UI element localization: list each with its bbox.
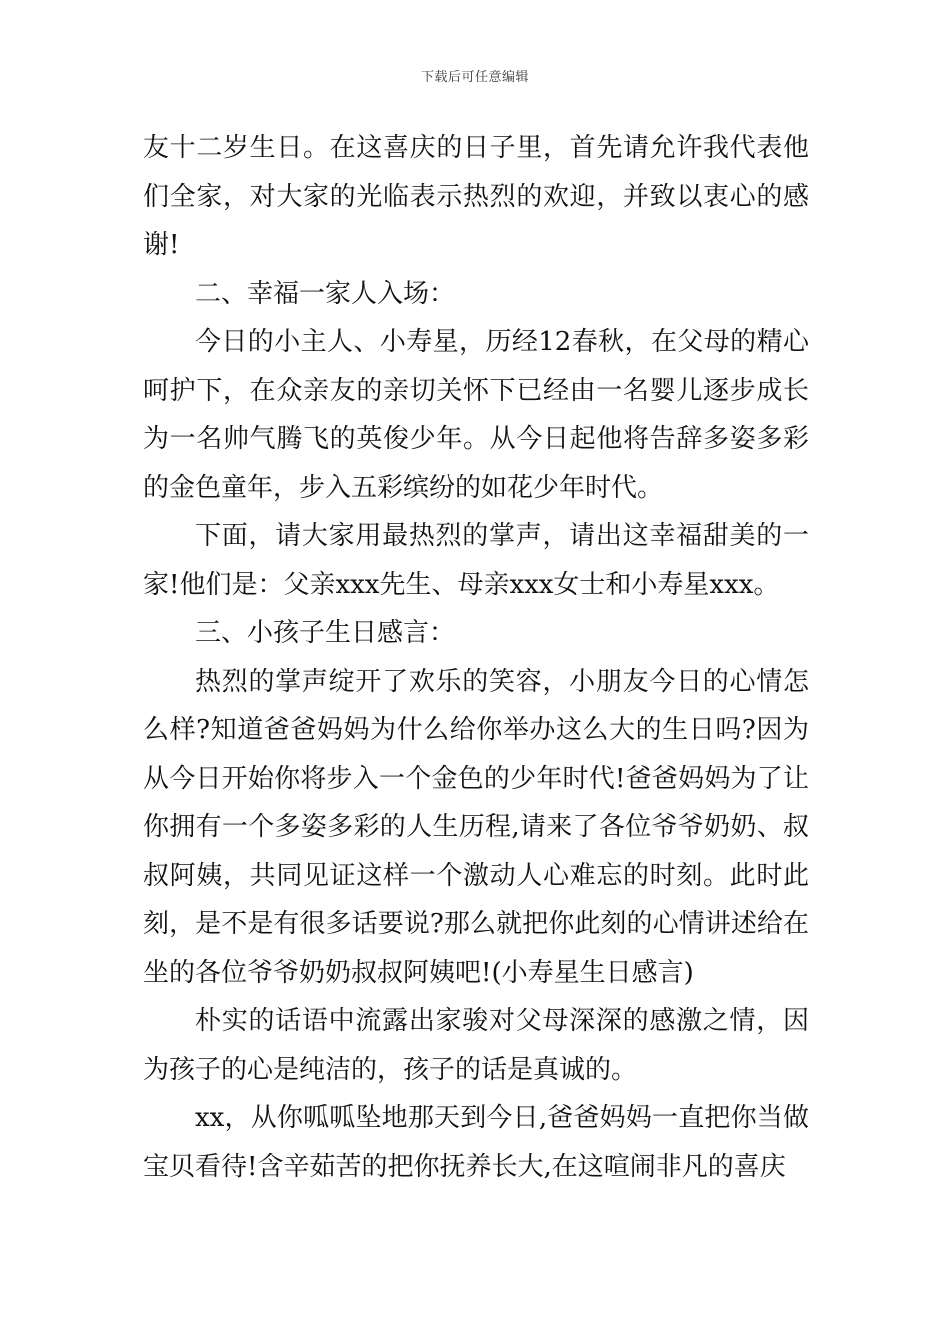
paragraph-parents-care: xx，从你呱呱坠地那天到今日,爸爸妈妈一直把你当做宝贝看待!含辛茹苦的把你抚养长大,在这喧闹非凡的喜庆	[143, 1103, 809, 1182]
document-body	[143, 124, 809, 1191]
section-heading-family-entrance: 二、幸福一家人入场：	[195, 278, 456, 309]
paragraph-applause: 热烈的掌声绽开了欢乐的笑容，小朋友今日的心情怎么样?知道爸爸妈妈为什么给你举办这么大的生日吗?因为从今日开始你将步入一个金色的少年时代!爸爸妈妈为了让你拥有一个多姿多彩的人生历程,请来了各位爷爷奶奶、叔叔阿姨，共同见证这样一个激动人心难忘的时刻。此时此刻，是不是有很多话要说?那么就把你此刻的心情讲述给在坐的各位爷爷奶奶叔叔阿姨吧!(小寿星生日感言)	[143, 666, 809, 988]
paragraph-sincere-words: 朴实的话语中流露出家骏对父母深深的感激之情，因为孩子的心是纯洁的，孩子的话是真诚的。	[143, 1006, 809, 1085]
page-header-note: 下载后可任意编辑	[420, 70, 529, 85]
paragraph-invite-family: 下面，请大家用最热烈的掌声，请出这幸福甜美的一家!他们是：父亲xxx先生、母亲xxx女士和小寿星xxx。	[143, 521, 809, 600]
paragraph-birthday-star: 今日的小主人、小寿星，历经12春秋，在父母的精心呵护下，在众亲友的亲切关怀下已经由一名婴儿逐步成长为一名帅气腾飞的英俊少年。从今日起他将告辞多姿多彩的金色童年，步入五彩缤纷的如花少年时代。	[143, 327, 809, 503]
paragraph-opening-thanks: 友十二岁生日。在这喜庆的日子里，首先请允许我代表他们全家，对大家的光临表示热烈的欢迎，并致以衷心的感谢!	[143, 133, 809, 260]
section-heading-child-speech: 三、小孩子生日感言：	[195, 618, 456, 648]
